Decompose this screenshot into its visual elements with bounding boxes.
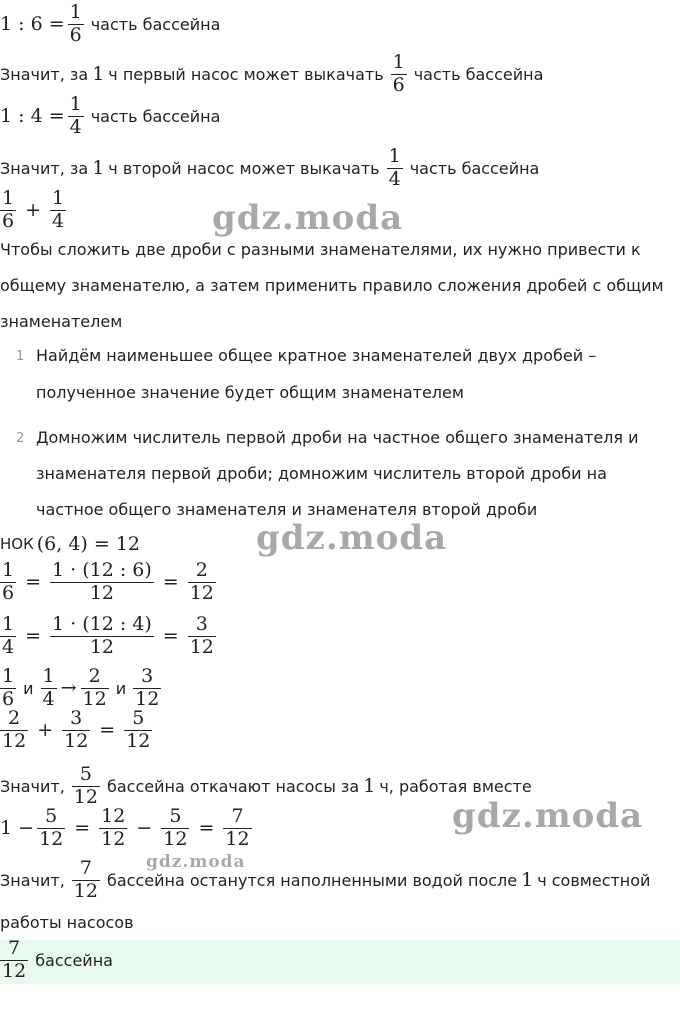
list-number: 2	[16, 431, 25, 446]
equation-1: $\frac{1}{6}$ = $\frac{1 \cdot (12 : 6)}{12}$ = $\frac{2}{12}$	[2, 559, 214, 604]
list-number: 1	[16, 349, 25, 364]
text: ч совместной	[537, 870, 651, 890]
text: ч, работая вместе	[379, 776, 532, 796]
fraction: $\frac{1}{4}$	[388, 145, 401, 190]
math-number: 1	[521, 869, 534, 892]
equation-4: $\frac{2}{12}$ + $\frac{3}{12}$ = $\frac{5}{12}$	[2, 707, 151, 752]
text: часть бассейна	[90, 106, 221, 126]
answer-line	[0, 938, 117, 983]
fraction: $\frac{2}{12}$	[82, 665, 107, 710]
answer-text: бассейна	[35, 950, 113, 970]
fraction: $\frac{1 \cdot (12 : 6)}{12}$	[52, 559, 152, 604]
line-4	[0, 146, 543, 191]
fraction: $\frac{5}{12}$	[39, 805, 64, 850]
paragraph-line: Чтобы сложить две дроби с разными знаменателями, их нужно привести к	[0, 240, 641, 259]
fraction: $\frac{7}{12}$	[225, 805, 250, 850]
fraction: $\frac{12}{12}$	[101, 805, 126, 850]
fraction: $\frac{2}{12}$	[2, 707, 27, 752]
math-expr: (6, 4) = 12	[36, 533, 141, 555]
fraction: $\frac{5}{12}$	[73, 763, 98, 808]
watermark: gdz.moda	[212, 198, 404, 238]
line-1	[0, 2, 224, 47]
text: и	[115, 678, 127, 698]
text: и	[23, 678, 34, 698]
fraction: $\frac{1}{6}$	[2, 187, 15, 232]
line-5	[0, 188, 69, 233]
fraction: $\frac{1 \cdot (12 : 4)}{12}$	[52, 613, 152, 658]
sentence-2	[0, 858, 654, 903]
list-item-line: Домножим числитель первой дроби на частное общего знаменателя и	[36, 428, 639, 447]
text: ч первый насос может выкачать	[108, 64, 384, 84]
watermark: gdz.moda	[146, 852, 246, 872]
text: Значит, за	[0, 64, 89, 84]
text: Значит,	[0, 776, 65, 796]
arrow: →	[60, 677, 77, 700]
list-item-line: Найдём наименьшее общее кратное знаменателей двух дробей –	[36, 346, 597, 365]
paragraph-line: общему знаменателю, а затем применить правило сложения дробей с общим	[0, 276, 664, 295]
fraction: $\frac{5}{12}$	[126, 707, 151, 752]
fraction: $\frac{1}{4}$	[2, 613, 15, 658]
fraction: $\frac{7}{12}$	[73, 857, 98, 902]
fraction: $\frac{5}{12}$	[163, 805, 188, 850]
watermark: gdz.moda	[256, 518, 448, 558]
text: Значит, за	[0, 158, 89, 178]
fraction: $\frac{1}{6}$	[2, 665, 15, 710]
paragraph-line: знаменателем	[0, 312, 123, 331]
fraction: $\frac{7}{12}$	[2, 937, 27, 982]
equation-3	[0, 666, 164, 711]
line-2	[0, 52, 547, 97]
math-number: 1	[363, 775, 376, 798]
list-item-line: частное общего знаменателя и знаменателя второй дроби	[36, 500, 538, 519]
nok-label: НОК	[0, 535, 34, 553]
text: бассейна откачают насосы за	[106, 776, 360, 796]
text: ч второй насос может выкачать	[108, 158, 380, 178]
fraction: $\frac{3}{12}$	[135, 665, 160, 710]
text: часть бассейна	[90, 14, 221, 34]
math-expr: 1 : 4 =	[0, 105, 65, 128]
operator: +	[25, 199, 42, 222]
math-expr: 1 −	[0, 817, 35, 840]
fraction: $\frac{1}{4}$	[42, 665, 55, 710]
fraction: $\frac{1}{6}$	[2, 559, 15, 604]
list-item-line: знаменателя первой дроби; домножим числитель второй дроби на	[36, 464, 607, 483]
fraction: $\frac{1}{6}$	[392, 51, 405, 96]
line-3	[0, 94, 224, 139]
fraction: $\frac{1}{4}$	[52, 187, 65, 232]
list-item-line: полученное значение будет общим знаменателем	[36, 383, 464, 402]
equation-5: 1 − $\frac{5}{12}$ = $\frac{12}{12}$ − $\frac{5}{12}$ = $\frac{7}{12}$	[0, 805, 250, 850]
fraction: $\frac{3}{12}$	[64, 707, 89, 752]
watermark: gdz.moda	[452, 796, 644, 836]
fraction: $\frac{1}{4}$	[69, 93, 82, 138]
fraction: $\frac{3}{12}$	[189, 613, 214, 658]
text: часть бассейна	[413, 64, 544, 84]
nok-line	[0, 533, 140, 555]
math-number: 1	[92, 157, 105, 180]
text: бассейна останутся наполненными водой после	[106, 870, 518, 890]
math-number: 1	[92, 63, 105, 86]
text: Значит,	[0, 870, 65, 890]
fraction: $\frac{1}{6}$	[69, 1, 82, 46]
text: работы насосов	[0, 913, 134, 932]
fraction: $\frac{2}{12}$	[189, 559, 214, 604]
equation-2: $\frac{1}{4}$ = $\frac{1 \cdot (12 : 4)}{12}$ = $\frac{3}{12}$	[2, 613, 214, 658]
text: часть бассейна	[409, 158, 540, 178]
math-expr: 1 : 6 =	[0, 13, 65, 36]
